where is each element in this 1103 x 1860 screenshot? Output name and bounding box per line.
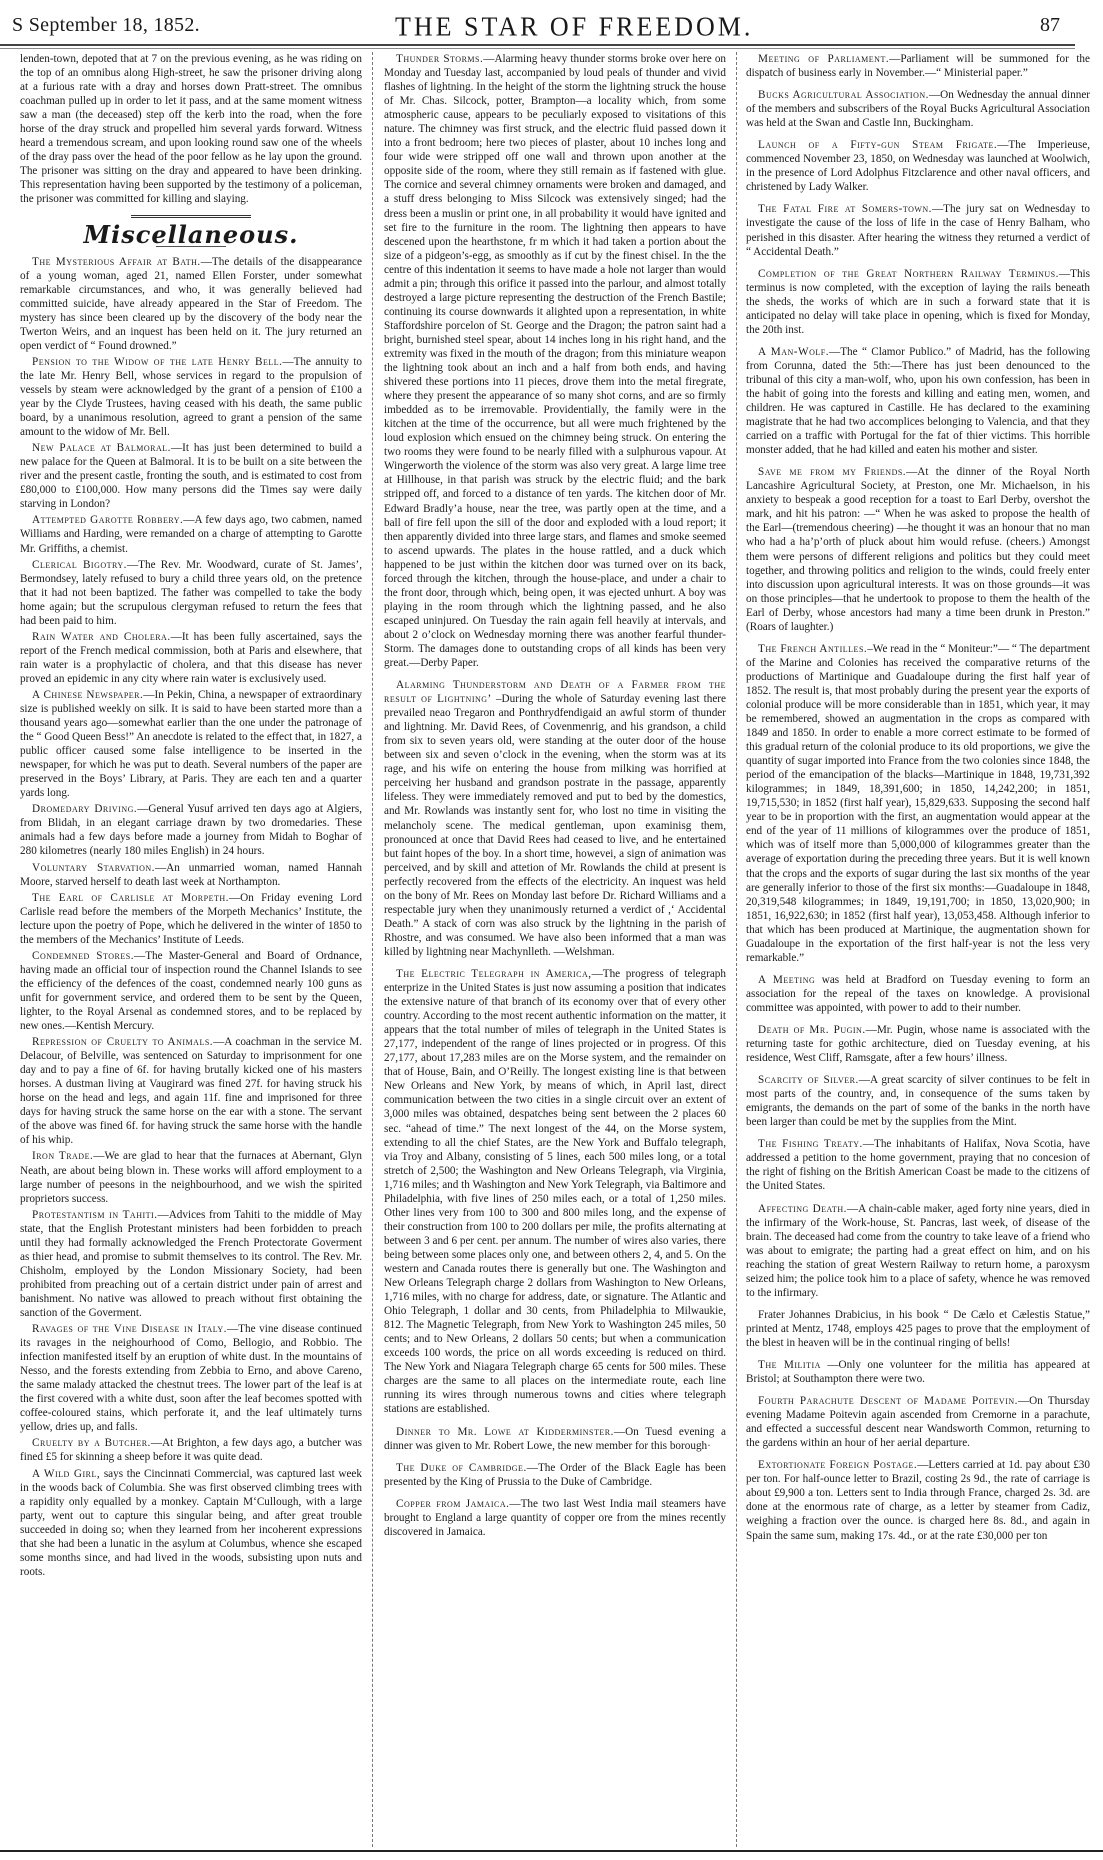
article: [20, 1208, 362, 1320]
article-body: was held at Bradford on Tuesday evening to form an association for the repeal of the taxes on knowledge. A provisional committee was appointed, with power to add to their number.: [746, 973, 1090, 1014]
article: [20, 1436, 362, 1464]
article-headline: The Earl of Carlisle at Morpeth.: [32, 891, 229, 904]
article-body: —The Imperieuse, commenced November 23, 1850, on Wednesday was launched at Woolwich, in the presence of Lord Adolphus Fitzclarence and other naval officers, and christened by Lady Walker.: [746, 139, 1091, 194]
article-headline: Condemned Stores.: [32, 949, 135, 962]
article-list: [746, 52, 1090, 1543]
article: [746, 1394, 1090, 1450]
masthead-rule-thin: [0, 48, 1075, 49]
divider-rule: [131, 215, 251, 218]
article: [20, 255, 362, 353]
article-body: —A great scarcity of silver continues to be felt in most parts of the country, and, in consequence of the sums taken by emigrants, the demands on the part of some of the banks in the north have been larger than could be met by the supplies from the Mint.: [746, 1074, 1091, 1129]
article-body: —The inhabitants of Halifax, Nova Scotia, have addressed a petition to the home government, praying that no concesion of the right of fishing on the British American Coast be made to the citizens of the United States.: [746, 1138, 1090, 1193]
article-body: —The “ Clamor Publico.” of Madrid, has the following from Corunna, dated the 5th:—There has just been denounced to the tribunal of this city a man-wolf, who, upon his own confession, has been in the habit of going into the forests and killing and eating men, women, and children. He was captured in Castille. He has declared to the examining magistrate that he had two accomplices belonging to Valencia, and that they carried on a traffic with Portugal for the fat of thier victims. This horrible monster added, that he had killed and eaten his mother and sister.: [746, 345, 1090, 457]
article-headline: A Wild Girl,: [32, 1467, 101, 1480]
article-body: —We are glad to hear that the furnaces at Abernant, Glyn Neath, are about being blown in. These works will afford employment to a large number of peesons in the neighbourhood, and we wish the spirited proprietors success.: [20, 1150, 362, 1205]
newspaper-title: THE STAR OF FREEDOM.: [395, 11, 754, 42]
article-headline: Dromedary Driving.: [32, 803, 138, 816]
article-headline: Extortionate Foreign Postage.: [758, 1459, 918, 1472]
article-body: —On Wednesday the annual dinner of the members and subscribers of the Royal Bucks Agricultural Association was held at the Swan and Castle Inn, Buckingham.: [746, 89, 1091, 130]
column-2: [384, 52, 726, 1541]
page-bottom-rule: [0, 1850, 1103, 1852]
article-body: —At Brighton, a few days ago, a butcher was fined £5 for skinning a sheep before it was quite dead.: [20, 1437, 362, 1464]
article-body: —Parliament will be summoned for the dispatch of business early in November.—“ Ministerial paper.”: [746, 53, 1090, 80]
article-headline: Protestantism in Tahiti.: [32, 1208, 158, 1221]
masthead-rule: [0, 44, 1075, 46]
article-headline: Thunder Storms.: [396, 53, 484, 65]
article-body: —A chain-cable maker, aged forty nine years, died in the infirmary of the Work-house, St. Pancras, last week, of disease of the brain. The deceased had come from the country to take leave of a friend who was about to emigrate; the parting had a great effect on him, and on his reaching the station of great Western Railway to return home, a paroxysm seized him; the police took him to a place of safety, whence he was removed to the infirmary.: [746, 1202, 1090, 1299]
article-body: —In Pekin, China, a newspaper of extraordinary size is published weekly on silk. It is said to have been started more than a thousand years ago—somewhat earlier than the one under the patronage of the “ Good Queen Bess!” An anecdote is related to the effect that, in 1827, a public officer caused some false intelligence to be inserted in the newspaper, for which he was put to death. Several numbers of the paper are preserved in the Boys’ Library, at Paris. They are each ten and a quarter yards long.: [20, 688, 362, 800]
article: [20, 1149, 362, 1205]
article: [746, 202, 1090, 258]
article: [746, 88, 1090, 130]
article-headline: New Palace at Balmoral.: [32, 442, 171, 455]
section-title: Miscellaneous.: [83, 219, 299, 249]
article-headline: Copper from Jamaica.: [396, 1497, 510, 1510]
article: [20, 688, 362, 800]
article: [20, 802, 362, 858]
page-number: 87: [1040, 14, 1060, 36]
article-headline: The Duke of Cambridge.: [396, 1461, 527, 1474]
article-headline: The Fishing Treaty.: [758, 1138, 863, 1151]
article-body: —The jury sat on Wednesday to investigate the cause of the loss of life in the case of Henry Balham, who perished in this disaster. After hearing the witness they returned a verdict of “ Accidental Death.”: [746, 203, 1091, 258]
article-body: –During the whole of Saturday evening last there prevailed neao Tregaron and Ponthrydfendigaid an awful storm of thunder and lightning. Mr. David Rees, of Covenmenrig, and his grandson, a child from six to seven years old, were standing at the outer door of the house between six and seven o’clock in the evening, when the storm was at its rage, and his wife on entering the house from milking was horrified at perceiving her husband and grandson postrate in the passage, apparently lifeless. They were immediately removed and put to bed by the domestics, and Mr. Rowlands was instantly sent for, who lost no time in visiting the melancholy scene. The medical gentleman, upon examinisg them, pronounced at once that David Rees had ceased to live, and he entertained but faint hopes of the boy. In a short time, howevei, a sign of animation was perceived, and by skill and attetion of Mr. Rowlands the child at present is perfectly recovered from the effects of the electricity. An inquest was held on the bony of Mr. Rees on Monday last before Dr. Richard Williams and a respectable jury when they unanimously returned a verdict of ,‘ Accidental Death.” A stack of corn was also struck by the lightning in the parish of Rhostre, and was consumed. We have also been informed that a man was killed by lightning near Machynlleth. —Welshman.: [384, 693, 726, 958]
article-body: —Mr. Pugin, whose name is associated with the returning taste for gothic architecture, died on Tuesday evening, at his residence, West Cliff, Ramsgate, after a few hours’ illness.: [746, 1024, 1091, 1065]
article-body: —It has been fully ascertained, says the report of the French medical commission, both at Paris and elsewhere, that rain water is a prophylactic of cholera, and that this disease has never proved an epidemic in any city where rain water is exclusively used.: [20, 630, 362, 685]
article-headline: Scarcity of Silver.: [758, 1074, 859, 1087]
article-headline: Voluntary Starvation.: [32, 861, 155, 874]
article-list: [20, 255, 362, 1579]
article-body: —This terminus is now completed, with the exception of laying the rails beneath the sheds, the works of which are in such a forward state that it is anticipated no delay will take place in opening, which is fixed for Monday, the 20th inst.: [746, 267, 1090, 336]
article-headline: Save me from my Friends.: [758, 466, 907, 479]
article-body: —Letters carried at 1d. pay about £30 per ton. For half-ounce letter to Brazil, costing 2s 9d., the rate of carriage is about £9,900 a ton. Letters sent to India through France, charged 2s. 3d. are done at the enormous rate of charge, as a letter by steamer from Cadiz, weighing a fraction over the ounce. is charged here 8s. 8d., and again in Spain the same sum, making 17s. 4d., or at the rate £30,000 per ton: [746, 1459, 1090, 1542]
column-3: [746, 52, 1090, 1545]
article-headline: Ravages of the Vine Disease in Italy.: [32, 1323, 227, 1336]
column-divider: [736, 52, 737, 1847]
article: [384, 1497, 726, 1539]
article-headline: Affecting Death.: [758, 1202, 847, 1215]
article-body: —The vine disease continued its ravages in the neighourhood of Como, Bellogio, and Robbio. The infection manifested itself by an eruption of white dust. In the mountains of Nesso, and the forests extending from Zebbia to Erno, and above Careno, the same malady attacked the chestnut trees. The lower part of the leaf is at the first covered with a white dust, soon after the leaf becomes spotted with coffee-coloured stains, which perforate it, and the leaf ultimately turns yellow, dries up, and falls.: [20, 1323, 363, 1434]
article-list: [384, 52, 726, 1539]
article: [746, 1458, 1090, 1542]
article-body: —On Thursday evening Madame Poitevin again ascended from Cremorne in a parachute, and effected a successful descent near Wandsworth Common, returning to the gardens within an hour of her aerial departure.: [746, 1395, 1090, 1450]
article-body: —The Order of the Black Eagle has been presented by the King of Prussia to the Duke of Cambridge.: [384, 1461, 726, 1488]
article: [20, 630, 362, 686]
article-headline: Pension to the Widow of the late Henry Bell.: [32, 355, 283, 368]
article-headline: Dinner to Mr. Lowe at Kidderminster.: [396, 1425, 614, 1438]
article: [746, 267, 1090, 337]
article: [20, 513, 362, 555]
article-body: —Only one volunteer for the militia has appeared at Bristol; at Southampton there were two.: [746, 1358, 1090, 1386]
article: [746, 973, 1090, 1015]
article-body: —The annuity to the late Mr. Henry Bell, whose services in regard to the propulsion of vessels by steam were acknowledged by the grant of a pension of £100 a year by the Clyde Trustees, having ceased with his death, the same public board, by a unanimous resolution, agreed to grant a pension of the same amount to the widow of Mr. Bell.: [20, 355, 362, 439]
article-body: —The Rev. Mr. Woodward, curate of St. James’, Bermondsey, lately refused to bury a child three years old, on the pretence that it had not been baptized. The father was compelled to take the body home again; but the scrupulous clergyman refused to return the fees that had been paid to him.: [20, 558, 362, 627]
article-body: —A coachman in the service M. Delacour, of Belville, was sentenced on Saturday to imprisonment for one day and to pay a fine of 6f. for having brutally kicked one of his masters horses. A dustman living at Vaugirard was fined 27f. for having struck his horse on the head and legs, and again 11f. fine and imprisoned for three days for having struck the same horse on the ear with a stone. The servant of the above was fined 6f. for having struck the same horse with the handle of his whip.: [20, 1036, 362, 1147]
article-headline: A Chinese Newspaper.: [32, 688, 144, 701]
article-body: —A few days ago, two cabmen, named Williams and Harding, were remanded on a charge of attempting to Garotte Mr. Griffiths, a chemist.: [20, 514, 362, 555]
article-headline: Cruelty by a Butcher.: [32, 1437, 151, 1450]
article: [746, 1202, 1090, 1300]
article-body: —The two last West India mail steamers have brought to England a large quantity of copper ore from the mines recently discovered in Jamaica.: [384, 1497, 726, 1538]
article: [746, 1137, 1090, 1193]
article: [746, 138, 1090, 194]
masthead: [0, 0, 1103, 46]
article-headline: Completion of the Great Northern Railway Terminus.: [758, 267, 1059, 280]
article-headline: Death of Mr. Pugin.: [758, 1024, 866, 1036]
article: [746, 345, 1090, 457]
article: [746, 1308, 1090, 1350]
article-body: Frater Johannes Drabicius, in his book “ De Cælo et Cælestis Statue,” printed at Mentz, 1748, employs 425 pages to prove that the employment of the blest in heaven will be in the continual ringing of bells!: [746, 1308, 1090, 1349]
article-headline: Rain Water and Cholera.: [32, 630, 171, 643]
article-body: —Alarming heavy thunder storms broke over here on Monday and Tuesday last, accompanied by loud peals of thunder and vivid flashes of lightning. In the height of the storm the lightning struck the house of Mr. Chas. Silcock, potter, Brampton—a locality which, from some atmospheric cause, appears to be peculiarly exposed to visitations of this nature. The chimney was first struck, and the electric fluid passed down it into a front bedroom; here two pieces of plaster, about 10 inches long and four wide were stripped off one wall and thrown upon another at the opposite side of the room, where they still remain as if fastened with glue. The cornice and several chimney ornaments were broken and damaged, and a stuff dress belonging to Miss Silcock was extensively singed; had the dress been a muslin or print one, in all probability it would have ignited and set fire to the furniture in the room. The lightning then appears to have descened upon the hearthstone, fr m which it had taken a portion about the size of a pidgeon’s-egg, as smoothly as if cut by the finest chisel. In the the centre of this indentation it seems to have made a hole not larger than would admit a pin; through this orifice it passed into the parlour, and almost totally destroyed a large picture representing the destruction of the French Bastile; continuing its course downwards it alighted upon a representation, in white Staffordshire porcelon of St. George and the Dragon; the patron saint had a bright, burnished steel spear, about 14 inches long in his right hand, and the extremity was fixed in the mouth of the dragon; from this miniature weapon the lightning took about an inch and a half from both ends, and having shivered these portions into 11 pieces, drove them into the metal firegrate, where they present the appearance of so many shot corns, and are so firmly imbedded as to be irremovable. Providentially, the family were in the kitchen at the time of the occurrence, but all were much frightened by the loud explosion which ensued on the chimney being struck. On entering the two rooms they were found to be nearly filled with a sulphurous vapour. At Wingerworth the violence of the storm was also very great. A large lime tree at Hillhouse, in that parish was struck by the electric fluid; and the bark stripped off, and forced to a distance of ten yards. The kitchen door of Mr. Edward Bradly’a house, near the tree, was partly open at the time, and a ball of fire fell upon the sill of the door and exploded with a loud report; it then apparently divided into three large stars, and flames and smoke seemed to ascend upwards. The plates in the house rattled, and a duck which happened to be just within the kitchen door was turned over on its back, forced through the kitchen, through the house-place, and under a chair to the front door, through which, being open, it was ejected unhurt. A boy was playing in the room through which the lightning passed, and he also escaped uninjured. On Tuesday the rain again fell heavily at intervals, and about 2 o’clock on Wednesday morning there was another fearful thunder-Storm. The damages done to outstanding crops of all kinds has been very great.—Derby Paper.: [384, 53, 727, 670]
issue-date: S September 18, 1852.: [12, 14, 200, 36]
article: [384, 678, 726, 959]
article: [746, 1073, 1090, 1129]
article: [20, 891, 362, 947]
article-body: —The Master-General and Board of Ordnance, having made an official tour of inspection round the Channel Islands to see the efficiency of the defences of the coast, condemned nearly 100 guns as unfit for government service, and ordered them to be sent by the Queen, lighter, to the Royal Arsenal as condemned stores, and to be replaced by new ones.—Kentish Mercury.: [20, 949, 362, 1033]
article-body: —An unmarried woman, named Hannah Moore, starved herself to death last week at Northampton.: [20, 861, 362, 888]
article-body: —The details of the disappearance of a young woman, aged 21, named Ellen Forster, under somewhat remarkable circumstances, and who, it was generally believed had committed suicide, have already appeared in the Star of Freedom. The mystery has since been cleared up by the discovery of the body near the Twerton Weirs, and an inquest has been held on it. The jury returned an open verdict of “ Found drowned.”: [20, 255, 362, 352]
article: [746, 52, 1090, 80]
article: [20, 949, 362, 1033]
article: [746, 642, 1090, 965]
article: [20, 1467, 362, 1579]
article-body: —Advices from Tahiti to the middle of May state, that the English Protestant ministers had been forbidden to preach until they had formally acknowledged the French Protectorate Goverment as thier head, and promise to submit themselves to its control. The Rev. Mr. Chisholm, employed by the London Missionary Society, had been prohibited from preaching out of a certain district under pain of arrest and banishment. No native was allowed to preach without first obtaining the sanction of the Goverment.: [20, 1208, 362, 1319]
article: [20, 558, 362, 628]
article-headline: The Militia: [758, 1358, 821, 1371]
article-headline: The French Antilles.: [758, 642, 868, 655]
article-body: –We read in the “ Moniteur:”— “ The department of the Marine and Colonies has received the comparative returns of the productions of Martinique and Guadaloupe during the first half year of 1852. The result is, that most probably during the present year the exports of colonial produce will be more considerable than in 1851, which year, it may be remembered, showed an augmentation in the crops as compared with 1849 and 1850. In order to enable a more correct estimate to be formed of this gradual return of the colonial produce to its old proportions, we give the quantity of sugar imported into France from the two colonies since 1848, the period of the emancipation of the blacks—Martinique in 1848, 19,731,392 kilogrammes; in 1849, 18,391,600; in 1850, 14,242,200; in 1851, 19,715,530; in 1852 (first half year), 15,829,633. Supposing the second half year to be in proportion with the first, an augmentation would appear at the end of the year of 11 millions of kilogrammes over the produce of 1851, which was of itself more than 5,000,000 of kilogrammes greater than the average of exportation during the preceding three years. But it is well known that the crops and the exports of sugar during the last six months of the year are generally inferior to those of the first six months:—Guadaloupe in 1848, 20,319,548 kilogrammes; in 1849, 19,191,700; in 1850, 13,020,900; in 1851, 16,922,630; in 1852 (first half year), 13,053,458. Although inferior to that which has been produced at Martinique, the augmentation shown for Guadaloupe in the exportation of the first half-year is not the less very remarkable.”: [746, 642, 1090, 964]
continued-article: lenden-town, depoted that at 7 on the previous evening, as he was riding on the top of an omnibus along High-street, he saw the prisoner driving along at a furious rate with a dray and horses down Pratt-street. The omnibus coachman pulled up in order to let it pass, and at the same moment witness saw a man (the deceased) step off the kerb into the road, when the fore horse of the dray struck and propelled him several yards forward. Witness heard a tremendous scream, and upon looking round saw one of the wheels of the dray pass over the head of the poor fellow as he lay upon the ground. The prisoner was sitting on the dray and appeared to have been drinking. This representation having been supported by the testimony of a policeman, the prisoner was committed for killing and slaying.: [20, 53, 362, 206]
article: [384, 1461, 726, 1489]
article-headline: Clerical Bigotry.: [32, 558, 127, 571]
article-headline: A Man-Wolf.: [758, 345, 830, 358]
article-headline: The Electric Telegraph in America,: [396, 968, 592, 980]
article-headline: A Meeting: [758, 973, 816, 986]
article-headline: The Fatal Fire at Somers-town.: [758, 203, 932, 216]
article-headline: Repression of Cruelty to Animals.: [32, 1036, 214, 1049]
article-body: —General Yusuf arrived ten days ago at Algiers, from Blidah, in an elegant carriage drawn by two dromedaries. These animals had a few days before made a journey from Midah to Boghar of 280 kilometres (nearly 180 miles English) in 24 hours.: [20, 803, 362, 858]
column-1: [20, 52, 362, 1581]
article-body: —The progress of telegraph enterprize in the United States is just now assuming a position that indicates the extensive nature of that branch of its economy over that of every other country. According to the most recent authentic information on the matter, it appears that the total number of miles of telegraph in the United States is 27,177, independent of the range of lines projected or in progress. Of this 27,177, about 17,283 miles are on the Morse system, and the remainder on that of House, Bain, and O’Reilly. The longest existing line is that between New Orleans and New York, by means of which, in April last, direct communication between the two cities in a single circuit over an extent of 3,000 miles was obtained, despatches being sent between the 2 places 60 sec. “ahead of time.” The next longest of the 44, on the Morse system, extending to all the chief States, are the New York and Buffalo telegraph, via Troy and Albany, consisting of 5 lines, each 500 miles long, or a total stretch of 2,500; the Washington and New Orleans Telegraph, via Virginia, 1,716 miles; and th Washington and New York Telegraph, via Baltimore and Philadelphia, with five lines of 250 miles each, or a total of 1,250 miles. Other lines very from 100 to 300 and 800 miles long, and the expense of their construction from 100 to 200 dollars per mile, the profits alternating at between 3 and 6 per cent. per annum. The number of wires also varies, there being between some places only one, and between others 2, 4, and 5. On the western and Canada routes there is generally but one. The Washington and New Orleans Telegraph charge 2 dollars from Washington to New Orleans, 1,716 miles, with no charge for address, date, or signature. The Atlantic and Ohio Telegraph, 1 dollar and 30 cents, from Philadelphia to Milwaukie, 812. The Magnetic Telegraph, from New York to Washington 245 miles, 50 cents; and to New Orleans, 2 dollars 50 cents; but when a communication exceeds 100 words, the price on all words exceeding is reduced on third. The New York and Niagara Telegraph charge 65 cents for 500 miles. These charges are the same to all places on the intermediate route, each line running its wires through numerous towns and cities where telegraph stations are established.: [384, 968, 726, 1416]
article-body: says the Cincinnati Commercial, was captured last week in the woods back of Columbia. She was first observed climbing trees with a rapidity only equalled by a monkey. Captain M‘Cullough, with a large party, went out to capture this singular being, and after great trouble succeeded in doing so; when they learned from her incoherent expressions that she had been a lunatic in the asylum at Columbus, whence she escaped some months since, and had lived in the woods, subsisting upon nuts and roots.: [20, 1467, 362, 1578]
article-headline: Launch of a Fifty-gun Steam Frigate.: [758, 139, 998, 152]
article: [384, 52, 726, 670]
article: [20, 1322, 362, 1434]
article-headline: Bucks Agricultural Association.: [758, 89, 929, 102]
article: [746, 1358, 1090, 1386]
column-divider: [372, 52, 373, 1847]
article-headline: Attempted Garotte Robbery.: [32, 514, 184, 527]
article: [746, 465, 1090, 634]
article-headline: Fourth Parachute Descent of Madame Poitevin.: [758, 1395, 1018, 1408]
article: [20, 1035, 362, 1147]
article: [20, 441, 362, 511]
article: [746, 1023, 1090, 1065]
article-body: —It has just been determined to build a new palace for the Queen at Balmoral. It is to be built on a site between the river and the present castle, fronting the south, and is estimated to cost from £80,000 to £100,000. How many persons did the Times say were daily starving in London?: [20, 442, 362, 511]
article: [384, 967, 726, 1417]
article-body: —On Friday evening Lord Carlisle read before the members of the Morpeth Mechanics’ Institute, the lecture upon the poetry of Pope, which he delivered in the winter of 1850 to the members of the Mechanics’ Institute of Leeds.: [20, 891, 362, 946]
article-headline: Alarming Thunderstorm and Death of a Farmer from the result of Lightning’: [384, 679, 726, 706]
article: [384, 1425, 726, 1453]
article-body: —At the dinner of the Royal North Lancashire Agricultural Society, at Preston, one Mr. Michaelson, in his anxiety to bespeak a good reception for a toast to Earl Derby, overshot the mark, and hit his patron: —“ When he was asked to propose the health of the Earl—(tremendous cheering) —he thought it was an honour that no man who had a ha’p’orth of pluck about him would refuse. (cheers.) Amongst them were persons of different religions and politics but they could meet together, and throwing politics and religion to the winds, could freely enter into discussion upon agricultural interests. It was on those grounds—it was on those principles—that he undertook to propose to them the health of the Earl of Derby, whose ancestors had many a time been drunk in Preston.” (Roars of laughter.): [746, 466, 1090, 633]
article-headline: The Mysterious Affair at Bath.: [32, 255, 201, 268]
article-headline: Meeting of Parliament.: [758, 53, 890, 65]
article-body: —On Tuesd evening a dinner was given to Mr. Robert Lowe, the new member for this borough·: [384, 1425, 726, 1452]
article: [20, 355, 362, 439]
article-headline: Iron Trade.: [32, 1150, 94, 1163]
article: [20, 861, 362, 889]
